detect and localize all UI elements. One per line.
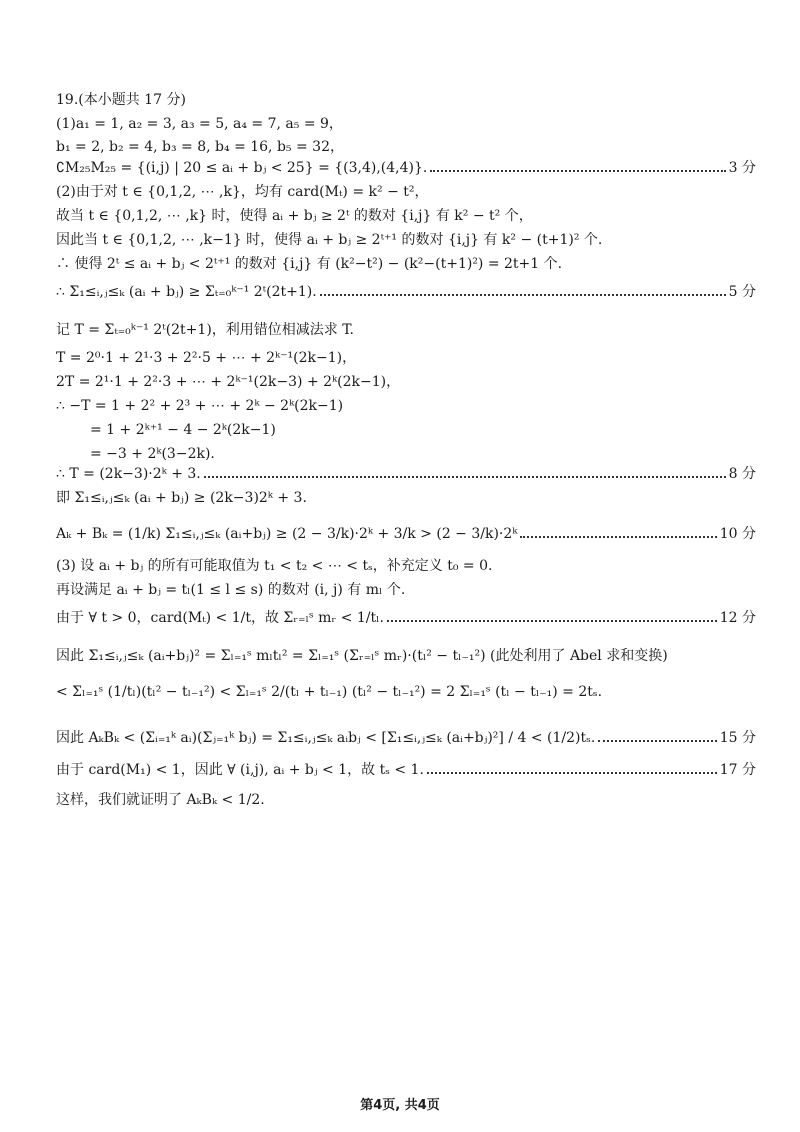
scored-line-17 [56, 762, 756, 778]
part2-line-4: ∴ 使得 2ᵗ ≤ aᵢ + bⱼ < 2ᵗ⁺¹ 的数对 {i,j} 有 (k²−t²) − (k²−(t+1)²) = 2t+1 个. [56, 256, 563, 272]
part3-line-2: 再设满足 aᵢ + bⱼ = tₗ(1 ≤ l ≤ s) 的数对 (i, j) 有 mₗ 个. [56, 582, 406, 598]
problem-heading: 19.(本小题共 17 分) [56, 92, 186, 108]
page-footer: 第4页, 共4页 [360, 1098, 440, 1113]
scored-line-5 [56, 284, 756, 300]
score-mark: 5 分 [728, 284, 756, 300]
leader-dots [387, 620, 717, 622]
scored-line-text: 由于 card(M₁) < 1，因此 ∀ (i,j), aᵢ + bⱼ < 1，故 tₛ < 1. [56, 762, 424, 778]
score-mark: 8 分 [728, 466, 756, 482]
conclusion-line: 这样，我们就证明了 AₖBₖ < 1/2. [56, 792, 265, 808]
scored-line-text: ∁M₂₅M₂₅ = {(i,j) | 20 ≤ aᵢ + bⱼ < 25} = {(3,4),(4,4)}. [56, 160, 428, 176]
score-mark: 15 分 [719, 730, 756, 746]
leader-dots [427, 772, 717, 774]
part2-line-3: 因此当 t ∈ {0,1,2, ⋯ ,k−1} 时，使得 aᵢ + bⱼ ≥ 2ᵗ⁺¹ 的数对 {i,j} 有 k² − (t+1)² 个. [56, 232, 603, 248]
abel-summation-line: 因此 Σ₁≤ᵢ,ⱼ≤ₖ (aᵢ+bⱼ)² = Σₗ₌₁ˢ mₗtₗ² = Σₗ₌₁ˢ (Σᵣ₌ₗˢ mᵣ)·(tₗ² − tₗ₋₁²) (此处利用了 Abel 求和变换) [56, 648, 668, 664]
scored-line-text: ∴ Σ₁≤ᵢ,ⱼ≤ₖ (aᵢ + bⱼ) ≥ Σₜ₌₀ᵏ⁻¹ 2ᵗ(2t+1). [56, 284, 317, 300]
scored-line-text: ∴ T = (2k−3)·2ᵏ + 3. [56, 466, 201, 482]
part2-line-1: (2)由于对 t ∈ {0,1,2, ⋯ ,k}，均有 card(Mₜ) = k² − t²， [56, 184, 429, 200]
scored-line-text: 由于 ∀ t > 0，card(Mₜ) < 1/t，故 Σᵣ₌ₗˢ mᵣ < 1/tₗ. [56, 610, 384, 626]
part1-b-values: b₁ = 2, b₂ = 4, b₃ = 8, b₄ = 16, b₅ = 32， [56, 139, 344, 155]
leader-dots [430, 170, 725, 172]
scored-line-15 [56, 730, 756, 746]
minus-T-line: ∴ −T = 1 + 2² + 2³ + ⋯ + 2ᵏ − 2ᵏ(2k−1) [56, 398, 344, 414]
part1-a-values: (1)a₁ = 1, a₂ = 3, a₃ = 5, a₄ = 7, a₅ = 9， [56, 116, 343, 132]
score-mark: 12 分 [719, 610, 756, 626]
scored-line-3 [56, 160, 756, 176]
scored-line-text: 因此 AₖBₖ < (Σᵢ₌₁ᵏ aᵢ)(Σⱼ₌₁ᵏ bⱼ) = Σ₁≤ᵢ,ⱼ≤ₖ aᵢbⱼ < [Σ₁≤ᵢ,ⱼ≤ₖ (aᵢ+bⱼ)²] / 4 < (1/2)tₛ. [56, 730, 596, 746]
minus-T-step-2: = −3 + 2ᵏ(3−2k). [90, 446, 215, 462]
part2-line-2: 故当 t ∈ {0,1,2, ⋯ ,k} 时，使得 aᵢ + bⱼ ≥ 2ᵗ 的数对 {i,j} 有 k² − t² 个， [56, 208, 533, 224]
scored-line-10 [56, 526, 756, 542]
leader-dots [598, 740, 716, 742]
part3-line-1: (3) 设 aᵢ + bⱼ 的所有可能取值为 t₁ < t₂ < ⋯ < tₛ，补充定义 t₀ = 0. [56, 558, 493, 574]
scored-line-text: Aₖ + Bₖ = (1/k) Σ₁≤ᵢ,ⱼ≤ₖ (aᵢ+bⱼ) ≥ (2 − 3/k)·2ᵏ + 3/k > (2 − 3/k)·2ᵏ [56, 526, 518, 542]
scored-line-8 [56, 466, 756, 482]
leader-dots [320, 294, 726, 296]
leader-dots [520, 536, 716, 538]
sum-inequality: 即 Σ₁≤ᵢ,ⱼ≤ₖ (aᵢ + bⱼ) ≥ (2k−3)2ᵏ + 3. [56, 490, 307, 506]
2T-expansion: 2T = 2¹·1 + 2²·3 + ⋯ + 2ᵏ⁻¹(2k−3) + 2ᵏ(2k−1)， [56, 374, 401, 390]
define-T: 记 T = Σₜ₌₀ᵏ⁻¹ 2ᵗ(2t+1)，利用错位相减法求 T. [56, 322, 354, 338]
T-expansion: T = 2⁰·1 + 2¹·3 + 2²·5 + ⋯ + 2ᵏ⁻¹(2k−1)， [56, 350, 357, 366]
leader-dots [204, 476, 726, 478]
score-mark: 10 分 [719, 526, 756, 542]
minus-T-step-1: = 1 + 2ᵏ⁺¹ − 4 − 2ᵏ(2k−1) [90, 422, 276, 438]
scored-line-12 [56, 610, 756, 626]
score-mark: 17 分 [719, 762, 756, 778]
score-mark: 3 分 [728, 160, 756, 176]
abel-bound-line: < Σₗ₌₁ˢ (1/tₗ)(tₗ² − tₗ₋₁²) < Σₗ₌₁ˢ 2/(tₗ + tₗ₋₁) (tₗ² − tₗ₋₁²) = 2 Σₗ₌₁ˢ (tₗ − tₗ₋₁) = 2tₛ. [56, 684, 603, 700]
